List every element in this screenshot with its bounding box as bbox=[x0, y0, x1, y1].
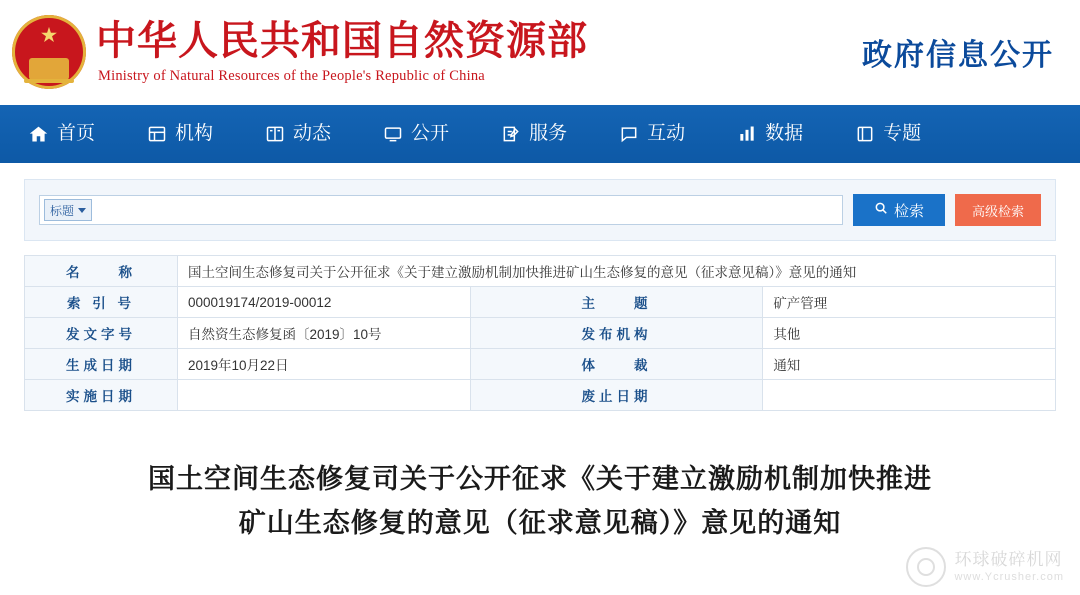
watermark bbox=[906, 547, 1064, 587]
search-icon bbox=[874, 201, 888, 219]
nav-item-label: 互动 bbox=[647, 123, 686, 144]
nav-item-label: 动态 bbox=[293, 123, 332, 144]
nav-item-label: 机构 bbox=[175, 123, 214, 144]
meta-label-expirydate: 废止日期 bbox=[470, 380, 763, 411]
table-row bbox=[25, 349, 1056, 380]
nav-item-open[interactable] bbox=[357, 105, 475, 163]
nav-item-organization[interactable] bbox=[121, 105, 239, 163]
site-title-cn: 中华人民共和国自然资源部 bbox=[96, 18, 588, 63]
watermark-logo-icon bbox=[906, 547, 946, 587]
nav-item-interaction[interactable] bbox=[593, 105, 711, 163]
meta-value-docnumber: 自然资生态修复函〔2019〕10号 bbox=[178, 318, 471, 349]
meta-value-subject: 矿产管理 bbox=[763, 287, 1056, 318]
nav-item-data[interactable] bbox=[711, 105, 829, 163]
meta-value-publisher: 其他 bbox=[763, 318, 1056, 349]
nav-item-home[interactable] bbox=[14, 105, 121, 163]
search-scope-select[interactable] bbox=[44, 199, 92, 221]
page-title: 政府信息公开 bbox=[862, 39, 1054, 72]
emblem-base-shape bbox=[24, 79, 74, 83]
table-row bbox=[25, 380, 1056, 411]
search-input[interactable] bbox=[92, 197, 842, 223]
meta-label-createdate: 生成日期 bbox=[25, 349, 178, 380]
news-icon bbox=[265, 124, 285, 144]
table-row bbox=[25, 318, 1056, 349]
emblem-star-icon: ★ bbox=[40, 26, 58, 45]
nav-item-topic[interactable] bbox=[829, 105, 947, 163]
topic-icon bbox=[855, 124, 875, 144]
emblem-gear-shape bbox=[29, 58, 69, 80]
meta-label-genre: 体 裁 bbox=[470, 349, 763, 380]
table-row bbox=[25, 256, 1056, 287]
chat-icon bbox=[619, 124, 639, 144]
chevron-down-icon bbox=[78, 208, 86, 213]
meta-value-genre: 通知 bbox=[763, 349, 1056, 380]
nav-item-label: 公开 bbox=[411, 123, 450, 144]
nav-item-label: 专题 bbox=[883, 123, 922, 144]
meta-label-docnumber: 发文字号 bbox=[25, 318, 178, 349]
site-header bbox=[0, 0, 1080, 105]
nav-item-service[interactable] bbox=[475, 105, 593, 163]
meta-value-createdate: 2019年10月22日 bbox=[178, 349, 471, 380]
home-icon bbox=[28, 124, 49, 145]
nav-item-news[interactable] bbox=[239, 105, 357, 163]
meta-label-subject: 主 题 bbox=[470, 287, 763, 318]
nav-item-label: 服务 bbox=[529, 123, 568, 144]
watermark-text bbox=[954, 550, 1064, 584]
org-icon bbox=[147, 124, 167, 144]
search-box[interactable] bbox=[39, 195, 843, 225]
nav-item-label: 数据 bbox=[765, 123, 804, 144]
meta-value-name: 国土空间生态修复司关于公开征求《关于建立激励机制加快推进矿山生态修复的意见（征求意见稿）》意见的通知 bbox=[178, 256, 1056, 287]
meta-label-index: 索 引 号 bbox=[25, 287, 178, 318]
nav-item-label: 首页 bbox=[57, 123, 96, 144]
watermark-text-en: www.Ycrusher.com bbox=[954, 570, 1064, 583]
table-row bbox=[25, 287, 1056, 318]
meta-value-index: 000019174/2019-00012 bbox=[178, 287, 471, 318]
meta-label-publisher: 发布机构 bbox=[470, 318, 763, 349]
document-title: 国土空间生态修复司关于公开征求《关于建立激励机制加快推进矿山生态修复的意见（征求意见稿）》意见的通知 bbox=[148, 464, 932, 538]
page-content bbox=[0, 179, 1080, 545]
search-button-label: 检索 bbox=[893, 202, 924, 220]
search-button[interactable] bbox=[853, 194, 945, 226]
meta-label-name: 名 称 bbox=[25, 256, 178, 287]
meta-label-effectivedate: 实施日期 bbox=[25, 380, 178, 411]
main-navigation bbox=[0, 105, 1080, 163]
search-panel bbox=[24, 179, 1056, 241]
advanced-search-button[interactable]: 高级检索 bbox=[955, 194, 1041, 226]
meta-value-effectivedate bbox=[178, 380, 471, 411]
meta-value-expirydate bbox=[763, 380, 1056, 411]
open-icon bbox=[383, 124, 403, 144]
search-scope-label: 标题 bbox=[50, 203, 75, 218]
bar-chart-icon bbox=[737, 124, 757, 144]
site-title-en: Ministry of Natural Resources of the People's Republic of China bbox=[98, 68, 485, 84]
site-title-block bbox=[96, 18, 588, 86]
document-meta-table bbox=[24, 255, 1056, 411]
service-icon bbox=[501, 124, 521, 144]
watermark-text-cn: 环球破碎机网 bbox=[954, 550, 1063, 570]
national-emblem-icon bbox=[12, 15, 86, 89]
